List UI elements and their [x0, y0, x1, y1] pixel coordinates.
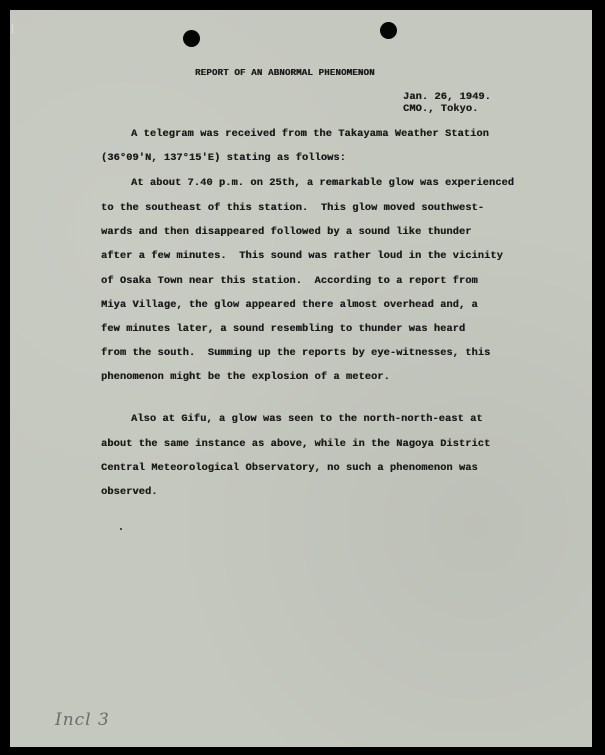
- paragraph-2-line: Miya Village, the glow appeared there almost overhead and, a: [101, 299, 478, 311]
- paragraph-3-line: observed.: [101, 486, 158, 498]
- paragraph-2-line: few minutes later, a sound resembling to thunder was heard: [101, 323, 466, 335]
- report-title: REPORT OF AN ABNORMAL PHENOMENON: [195, 67, 375, 78]
- paragraph-3-line: about the same instance as above, while in the Nagoya District: [101, 438, 491, 450]
- handwritten-note: Incl 3: [55, 710, 110, 730]
- paragraph-2-line: to the southeast of this station. This glow moved southwest-: [101, 202, 485, 214]
- paragraph-2-line: wards and then disappeared followed by a sound like thunder: [101, 226, 472, 238]
- document-page: [10, 10, 592, 747]
- paragraph-1-line: (36°09'N, 137°15'E) stating as follows:: [101, 152, 346, 164]
- paragraph-2-line: from the south. Summing up the reports by eye-witnesses, this: [101, 347, 491, 359]
- paragraph-2-line: phenomenon might be the explosion of a meteor.: [101, 371, 390, 383]
- paragraph-2-line: after a few minutes. This sound was rather loud in the vicinity: [101, 250, 503, 262]
- report-origin: CMO., Tokyo.: [403, 103, 479, 115]
- paragraph-2-line: At about 7.40 p.m. on 25th, a remarkable glow was experienced: [131, 177, 515, 189]
- punch-hole-right: [380, 22, 397, 39]
- paragraph-1-line: A telegram was received from the Takayama Weather Station: [131, 128, 489, 140]
- paragraph-3-line: Central Meteorological Observatory, no such a phenomenon was: [101, 462, 478, 474]
- ink-speck: [120, 528, 122, 530]
- report-date: Jan. 26, 1949.: [403, 91, 491, 103]
- paragraph-3-line: Also at Gifu, a glow was seen to the north-north-east at: [131, 413, 483, 425]
- punch-hole-left: [183, 30, 200, 47]
- page-corner-mark: [12, 24, 19, 34]
- paragraph-2-line: of Osaka Town near this station. According to a report from: [101, 275, 478, 287]
